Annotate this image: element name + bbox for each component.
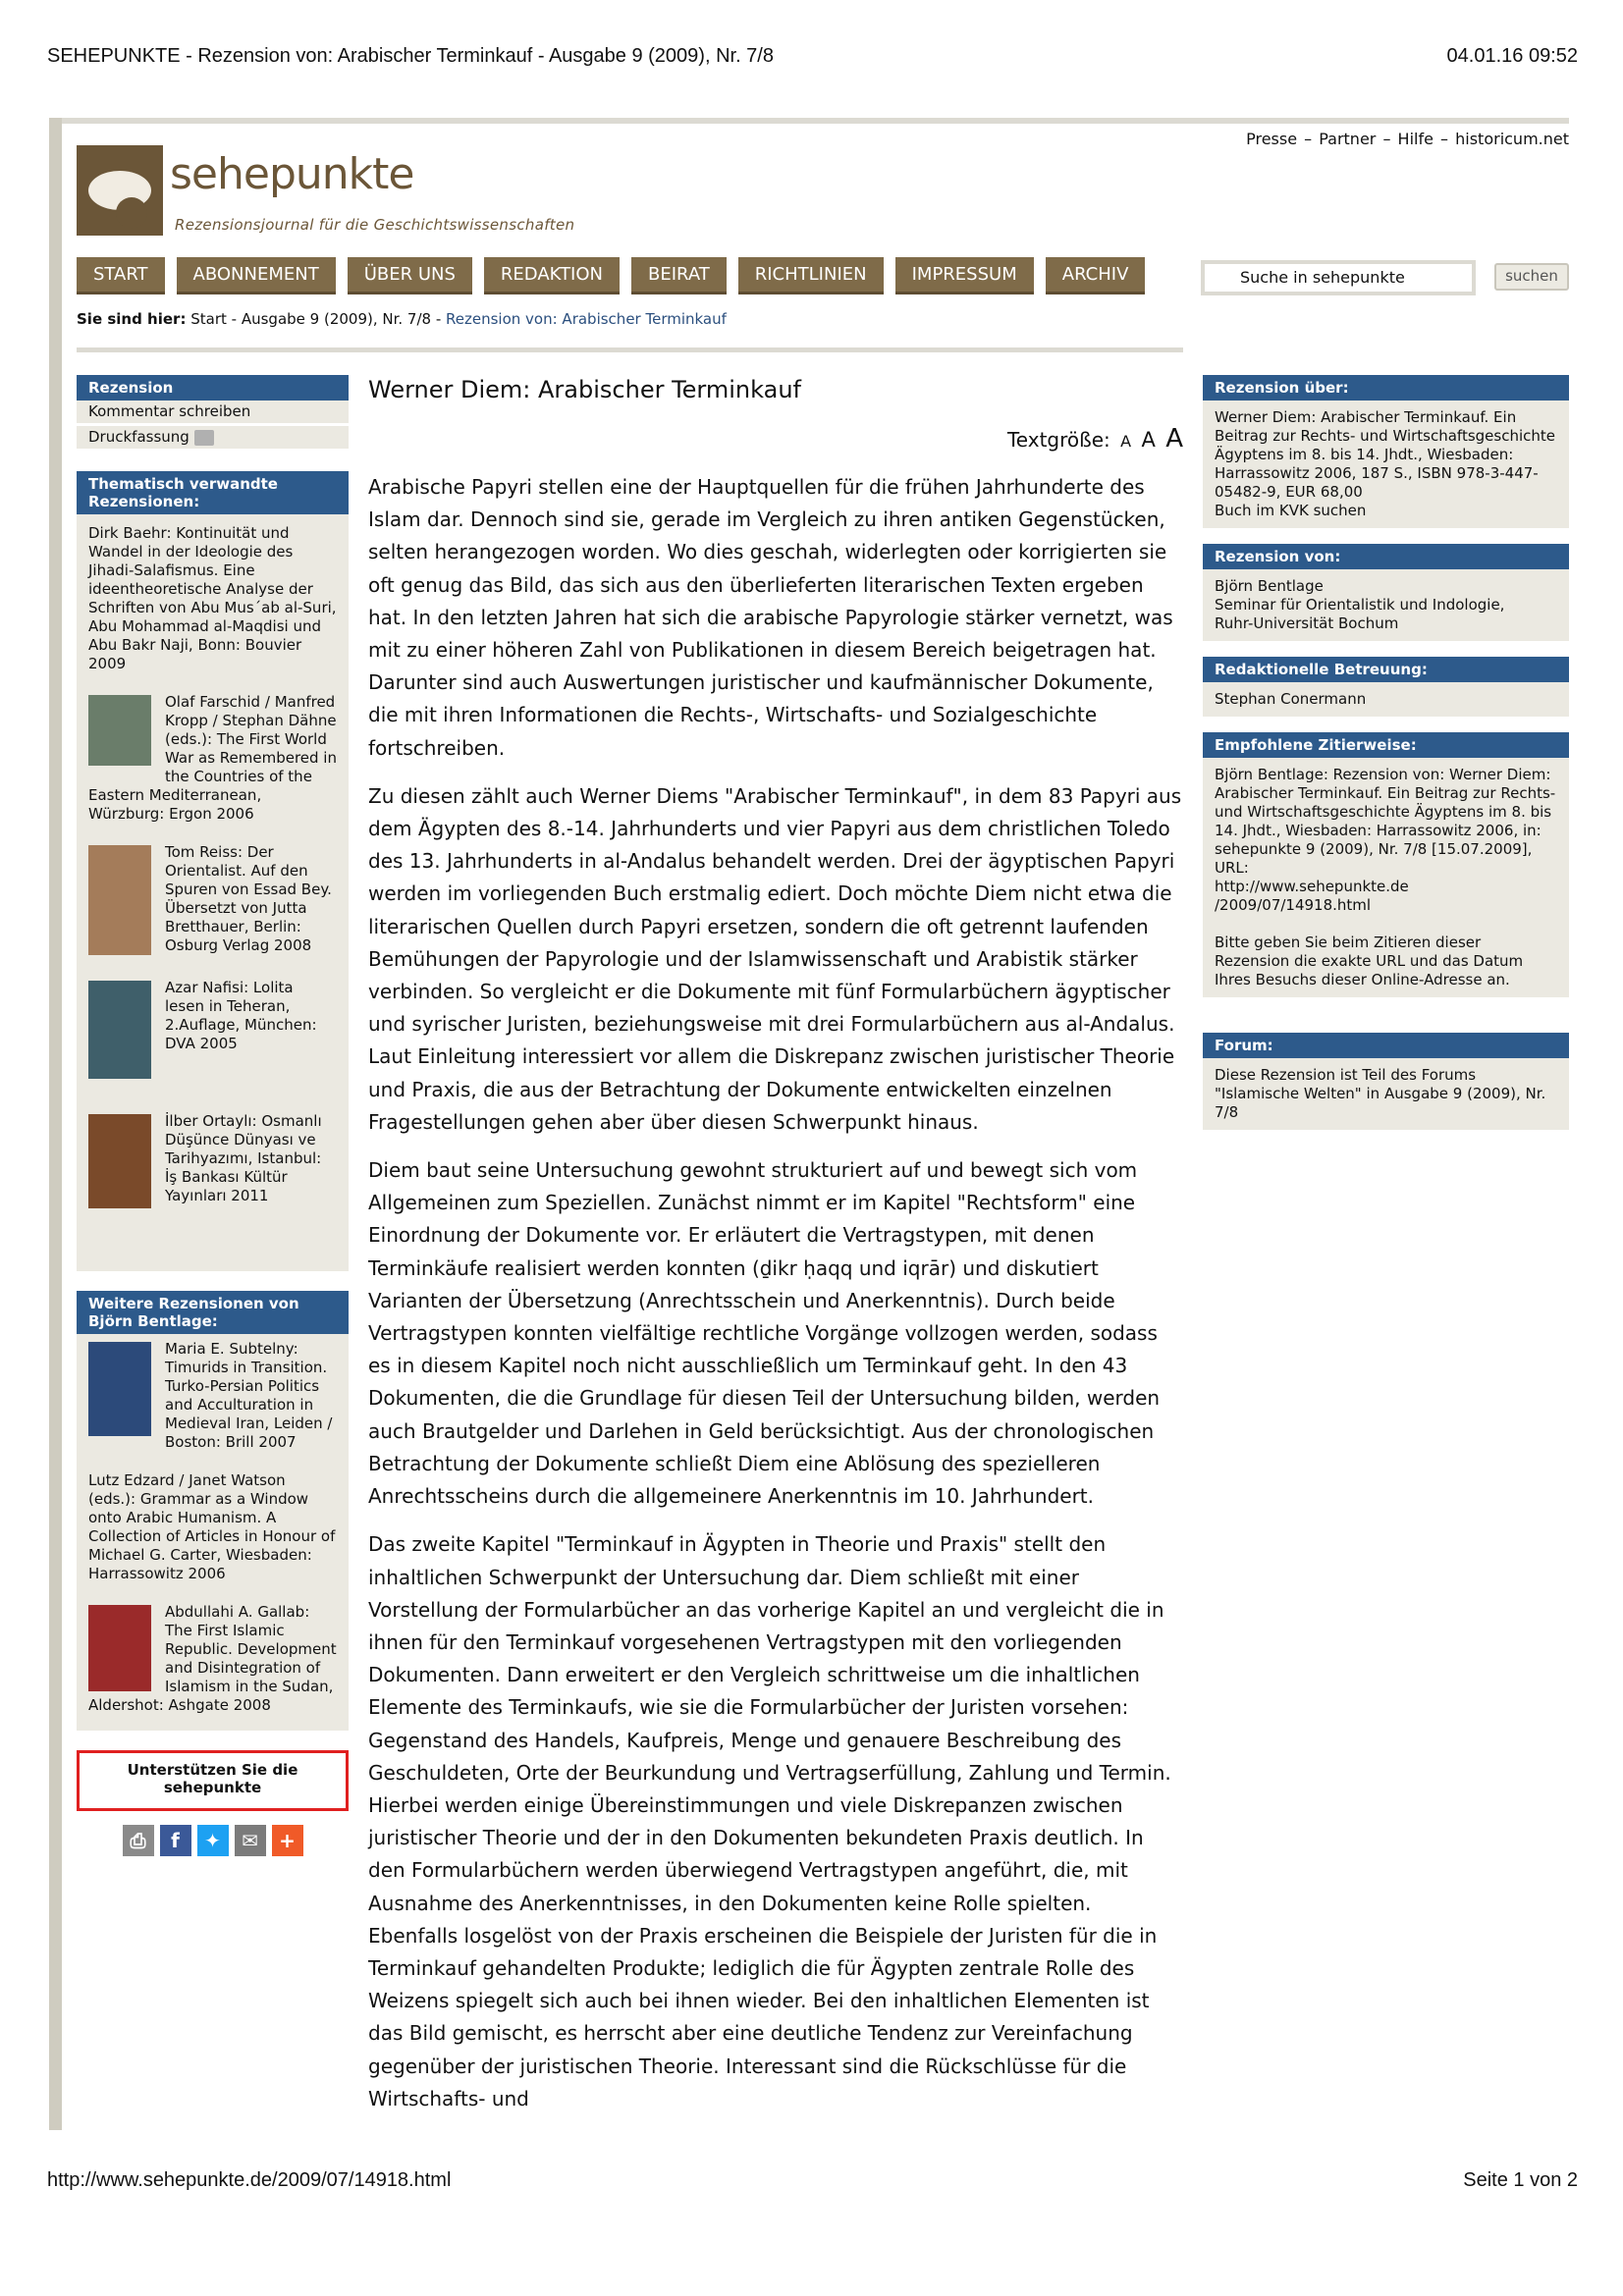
paragraph: Arabische Papyri stellen eine der Hauptquellen für die frühen Jahrhunderte des Islam dar. Dennoch sind sie, gerade im Vergleich zu ihren antiken Gegenstücken, selten herangezogen worden. Wo dies geschah, widerlegten oder korrigierten sie oft genug das Bild, das sich aus den überlieferten literarischen Texten ergeben hat. In den letzten Jahren hat sich die arabische Papyrologie stärker vernetzt, was mit zu einer höheren Zahl von Publikationen in diesem Bereich beigetragen hat. Darunter sind auch Auswertungen juristischer und kaufmännischer Dokumente, die mit ihren Informationen die Rechts-, Wirtschafts- und Sozialgeschichte fortschreiben. [368,475,1173,760]
support-link[interactable]: Unterstützen Sie die sehepunkte [77,1750,349,1811]
link-partner[interactable]: Partner [1319,130,1377,148]
comment-link[interactable]: Kommentar schreiben [77,400,349,426]
more-item: Maria E. Subtelny: Timurids in Transition. Turko-Persian Politics and Acculturation in Medieval Iran, Leiden / Boston: Brill 2007 [77,1336,349,1468]
kvk-link[interactable]: Buch im KVK suchen [1215,502,1367,519]
left-border [49,118,62,2130]
about-box: Rezension über: Werner Diem: Arabischer Terminkauf. Ein Beitrag zur Rechts- und Wirtschaftsgeschichte Ägyptens im 8. bis 14. Jhdt., Wiesbaden: Harrassowitz 2006, 187 S., ISBN 978-3-447-05482-9, EUR 68,00 Buch im KVK suchen [1203,375,1569,528]
plus-icon[interactable]: + [272,1825,303,1856]
related-item: Azar Nafisi: Lolita lesen in Teheran, 2.Auflage, München: DVA 2005 [77,975,349,1098]
related-item: Olaf Farschid / Manfred Kropp / Stephan Dähne (eds.): The First World War as Remembered in the Countries of the Eastern Mediterranean, Würzburg: Ergon 2006 [88,693,337,823]
paragraph: Diem baut seine Untersuchung gewohnt strukturiert auf und bewegt sich vom Allgemeinen zum Speziellen. Zunächst nimmt er im Kapitel "Rechtsform" eine Einordnung der Dokumente vor. Er erläutert die Vertragstypen, mit denen Terminkäufe realisiert werden konnten (ḏikr ḥaqq und iqrār) und diskutiert Varianten der Übersetzung (Anrechtsschein und Anerkenntnis). Durch beide Vertragstypen konnten vielfältige rechtliche Vorgänge vollzogen werden, sodass es in diesem Kapitel noch nicht ausschließlich um Terminkauf geht. In den 43 Dokumenten, die die Grundlage für diesen Teil der Untersuchung bilden, werden auch Brautgelder und Darlehen in Geld berücksichtigt. Aus der chronologischen Betrachtung der Dokumente schließt Diem eine Ablösung des spezielleren Anrechtsscheins durch die allgemeinere Anerkenntnis im 10. Jahrhundert. [368,1158,1161,1509]
nav-archiv[interactable]: ARCHIV [1046,257,1146,294]
author-link[interactable]: Lutz Edzard [88,1471,175,1489]
print-footer-url: http://www.sehepunkte.de/2009/07/14918.html [47,2169,452,2191]
share-bar [77,1825,349,1856]
article-title: Werner Diem: Arabischer Terminkauf [368,376,801,403]
editor-box: Redaktionelle Betreuung: Stephan Conermann [1203,657,1569,717]
nav-richtlinien[interactable]: RICHTLINIEN [738,257,884,294]
link-presse[interactable]: Presse [1246,130,1298,148]
breadcrumb-issue[interactable]: Ausgabe 9 (2009), Nr. 7/8 [241,310,432,328]
related-heading: Thematisch verwandte Rezensionen: [77,471,349,514]
author-link[interactable]: Maria E. Subtelny [165,1340,294,1358]
citation-box: Empfohlene Zitierweise: Björn Bentlage: Rezension von: Werner Diem: Arabischer Terminkauf. Ein Beitrag zur Rechts- und Wirtschaftsgeschichte Ägyptens im 8. bis 14. Jhdt., Wiesbaden: Harrassowitz 2006, in: sehepunkte 9 (2009), Nr. 7/8 [15.07.2009], URL: http://www.sehepunkte.de /2009/07/14918.html Bitte geben Sie beim Zitieren dieser Rezension die exakte URL und das Datum Ihres Besuchs dieser Online-Adresse an. [1203,732,1569,997]
separator [77,347,1183,352]
book-cover[interactable] [88,1605,151,1691]
web-page [49,118,1569,2130]
right-sidebar [1203,375,1569,1146]
author-link[interactable]: Abdullahi A. Gallab [165,1603,305,1621]
site-logo[interactable] [77,145,587,243]
nav-abonnement[interactable]: ABONNEMENT [177,257,336,294]
author-link[interactable]: Azar Nafisi [165,979,244,996]
author-link[interactable]: Olaf Farschid [165,693,261,711]
font-small[interactable]: A [1120,432,1132,451]
nav-impressum[interactable]: IMPRESSUM [895,257,1034,294]
breadcrumb: Sie sind hier: Start - Ausgabe 9 (2009), Nr. 7/8 - Rezension von: Arabischer Terminkauf [77,310,727,328]
related-item: İlber Ortaylı: Osmanlı Düşünce Dünyası ve Tarihyazımı, Istanbul: İş Bankası Kültür Yayınları 2011 [77,1098,349,1271]
font-size-control: Textgröße: A A A [1006,424,1183,454]
font-large[interactable]: A [1165,424,1183,454]
search-button[interactable]: suchen [1494,263,1569,291]
top-rule [62,118,1569,124]
forum-link[interactable]: "Islamische Welten" [1215,1085,1362,1102]
forum-issue-link[interactable]: Ausgabe 9 (2009), Nr. 7/8 [1215,1085,1546,1121]
main-nav [77,257,1157,294]
author-link[interactable]: Stephan Dähne [222,712,337,729]
nav-redaktion[interactable]: REDAKTION [484,257,620,294]
top-links: Presse – Partner – Hilfe – historicum.net [1246,130,1569,148]
author-link[interactable]: Manfred Kropp [165,693,336,729]
more-item: Lutz Edzard / Janet Watson (eds.): Grammar as a Window onto Arabic Humanism. A Collection of Articles in Honour of Michael G. Carter, Wiesbaden: Harrassowitz 2006 [88,1471,336,1582]
forum-box: Forum: Diese Rezension ist Teil des Forums "Islamische Welten" in Ausgabe 9 (2009), Nr. 7/8 [1203,1033,1569,1130]
author-link[interactable]: Tom Reiss [165,843,238,861]
nav-ueber-uns[interactable]: ÜBER UNS [348,257,472,294]
paragraph: Das zweite Kapitel "Terminkauf in Ägypten in Theorie und Praxis" stellt den inhaltlichen Schwerpunkt der Untersuchung dar. Diem schließt mit einer Vorstellung der Formularbücher an das vorherige Kapitel an und vergleicht die in ihnen für den Terminkauf vorgesehenen Vertragstypen mit den vorliegenden Dokumenten. Dann erweitert er den Vergleich schrittweise um die inhaltlichen Elemente des Terminkaufs, wie sie die Formularbücher der Juristen vorsehen: Gegenstand des Handels, Kaufpreis, Menge und genauere Beschreibung des Geschuldeten, Orte der Beurkundung und Vertragserfüllung, Zahlung und Termin. Hierbei werden einige Übereinstimmungen und viele Diskrepanzen zwischen juristischer Theorie und der in den Dokumenten bekundeten Praxis deutlich. In den Formularbüchern werden überwiegend Vertragstypen angeführt, die, mit Ausnahme des Anerkenntnisses, in den Dokumenten keine Rolle spielten. Ebenfalls losgelöst von der Praxis erscheinen die Beispiele der Juristen für die in Terminkauf gehandelten Produkte; lediglich die für Ägypten zentrale Rolle des Weizens spiegelt sich auch bei ihnen wieder. Bei den inhaltlichen Elementen ist das Bild gemischt, es herrscht aber eine deutliche Tendenz zur Vereinfachung gegenüber der juristischen Theorie. Interessant sind die Rückschlüsse für die Wirtschafts- und [368,1532,1171,2110]
more-reviews-heading: Weitere Rezensionen von Björn Bentlage: [77,1291,349,1334]
font-medium[interactable]: A [1141,428,1156,452]
breadcrumb-start[interactable]: Start [190,310,227,328]
book-cover[interactable] [88,845,151,955]
author-link[interactable]: Dirk Baehr [88,524,167,542]
nav-start[interactable]: START [77,257,165,294]
nav-beirat[interactable]: BEIRAT [631,257,727,294]
printer-icon [194,430,214,446]
related-item: Dirk Baehr: Kontinuität und Wandel in der Ideologie des Jihadi-Salafismus. Eine ideentheoretische Analyse der Schriften von Abu Mus´ab al-Suri, Abu Mohammad al-Maqdisi und Abu Bakr Naji, Bonn: Bouvier 2009 [88,524,337,672]
more-item: Abdullahi A. Gallab: The First Islamic Republic. Development and Disintegration of Islamism in the Sudan, Aldershot: Ashgate 2008 [88,1603,337,1714]
link-hilfe[interactable]: Hilfe [1397,130,1434,148]
print-header-datetime: 04.01.16 09:52 [1446,45,1578,67]
breadcrumb-current: Rezension von: Arabischer Terminkauf [446,310,727,328]
email-icon[interactable]: ✉ [235,1825,266,1856]
print-header-title: SEHEPUNKTE - Rezension von: Arabischer Terminkauf - Ausgabe 9 (2009), Nr. 7/8 [47,45,774,67]
author-link[interactable]: Janet Watson [189,1471,286,1489]
paragraph: Zu diesen zählt auch Werner Diems "Arabischer Terminkauf", in dem 83 Papyri aus dem Ägypten des 8.-14. Jahrhunderts und vier Papyri aus dem christlichen Toledo des 13. Jahrhunderts in al-Andalus behandelt werden. Drei der ägyptischen Papyri werden im vorliegenden Buch erstmalig ediert. Doch möchte Diem nicht etwa die literarischen Quellen durch Papyri ersetzen, sondern die oft getrennt laufenden Bemühungen der Papyrologie und der Islamwissenschaft und Arabistik stärker verbinden. So vergleicht er die Dokumente mit fünf Formularbüchern ägyptischer und syrischer Juristen, beziehungsweise mit drei Formularbüchern aus al-Andalus. Laut Einleitung interessiert vor allem die Diskrepanz zwischen juristischer Theorie und Praxis, die aus der Betrachtung der Dokumente entwickelten einzelnen Fragestellungen gehen aber über diesen Schwerpunkt hinaus. [368,783,1182,1134]
citation-url[interactable]: http://www.sehepunkte.de /2009/07/14918.html [1215,878,1409,914]
book-cover[interactable] [88,1342,151,1436]
twitter-icon[interactable]: ✦ [197,1825,229,1856]
reviewer-box: Rezension von: Björn Bentlage Seminar für Orientalistik und Indologie, Ruhr-Universität Bochum [1203,544,1569,641]
book-cover[interactable] [88,981,151,1079]
link-historicum[interactable]: historicum.net [1455,130,1569,148]
eye-icon [77,145,163,236]
rezension-heading: Rezension [77,375,349,400]
author-link[interactable]: İlber Ortaylı [165,1112,252,1130]
left-sidebar [77,375,349,1856]
print-icon[interactable]: ⎙ [123,1825,154,1856]
facebook-icon[interactable]: f [160,1825,191,1856]
book-cover[interactable] [88,1114,151,1208]
article [368,375,1183,2115]
book-cover[interactable] [88,695,151,766]
logo-name: sehepunkte [170,149,414,199]
print-link[interactable]: Druckfassung [77,426,349,452]
logo-tagline: Rezensionsjournal für die Geschichtswissenschaften [175,216,575,234]
related-item: Tom Reiss: Der Orientalist. Auf den Spuren von Essad Bey. Übersetzt von Jutta Bretthauer, Berlin: Osburg Verlag 2008 [77,839,349,975]
search-input[interactable]: Suche in sehepunkte [1201,260,1476,295]
print-footer-page: Seite 1 von 2 [1463,2169,1578,2191]
